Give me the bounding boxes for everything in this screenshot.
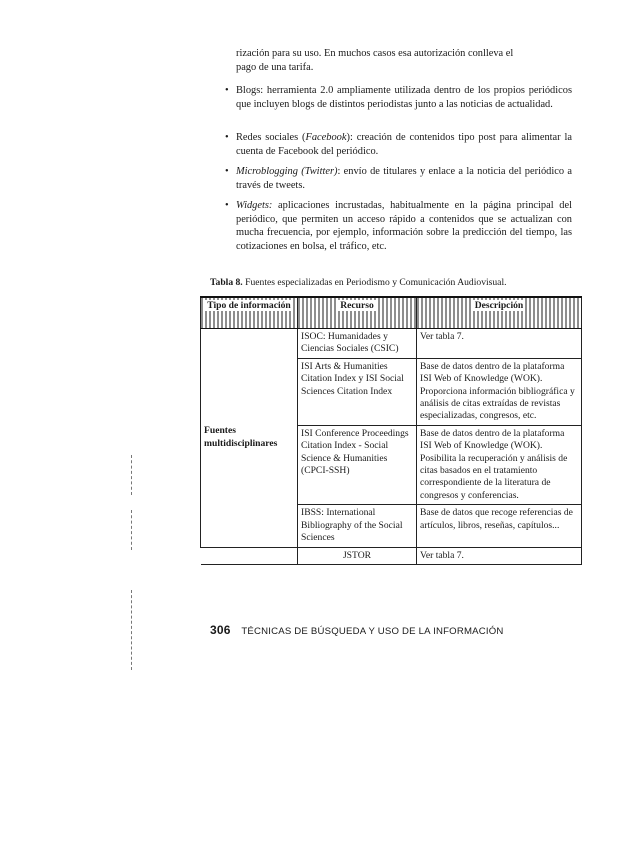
header-recurso: Recurso: [298, 297, 417, 329]
bullet-item-redes-sociales: [225, 131, 572, 158]
table-caption: [210, 277, 580, 288]
page-number: 306: [210, 623, 231, 637]
bullet-text: aplicaciones incrustadas, habitualmente en la página principal del periódico, que permiten un acceso rápido a contenidos que se actualizan con mucha frecuencia, por ejemplo, información sobre la predicción del tiempo, las cotizaciones en bolsa, el tráfico, etc.: [236, 200, 572, 252]
scan-margin-mark: [131, 590, 134, 670]
header-tipo-informacion: Tipo de información: [201, 297, 298, 329]
description-cell: Ver tabla 7.: [417, 329, 582, 359]
bullet-italic: Facebook: [305, 132, 347, 143]
bullet-italic: (Twitter): [301, 166, 338, 177]
table-caption-label: Tabla 8.: [210, 277, 243, 288]
bullet-text: herramienta 2.0 ampliamente utilizada dentro de los propios periódicos que incluyen blogs de distintos periodistas junto a las noticias de actualidad.: [236, 85, 572, 110]
intro-line-2: pago de una tarifa.: [236, 61, 314, 73]
table-header-row: [201, 297, 582, 329]
description-cell: Ver tabla 7.: [417, 547, 582, 564]
description-cell: Base de datos dentro de la plataforma ISI Web of Knowledge (WOK). Posibilita la recuperación y análisis de citas basados en el tratamiento correspondiente de la literatura de congresos y conferencias.: [417, 425, 582, 504]
bullet-icon: •: [225, 132, 229, 143]
table-row: [201, 547, 582, 564]
bullet-item-blogs: [225, 84, 572, 111]
intro-line-1: rización para su uso. En muchos casos esa autorización conlleva el: [236, 48, 514, 59]
empty-category-cell: [201, 547, 298, 564]
table-caption-text: Fuentes especializadas en Periodismo y Comunicación Audiovisual.: [245, 277, 507, 288]
running-title: TÉCNICAS DE BÚSQUEDA Y USO DE LA INFORMACIÓN: [241, 626, 504, 637]
bullet-label: Widgets:: [236, 200, 273, 211]
bullet-item-widgets: [225, 199, 572, 253]
bullet-icon: •: [225, 200, 229, 211]
bullet-label: Redes sociales (: [236, 132, 306, 143]
bullet-text: : envío de titulares y enlace a la noticia del periódico a través de tweets.: [236, 166, 572, 191]
bullet-label: Blogs:: [236, 85, 264, 96]
header-descripcion: Descripción: [417, 297, 582, 329]
bullet-item-microblogging: [225, 165, 572, 192]
resource-cell: ISI Conference Proceedings Citation Index - Social Science & Humanities (CPCI-SSH): [298, 425, 417, 504]
scan-margin-mark: [131, 455, 134, 495]
sources-table: [200, 296, 582, 565]
category-cell: Fuentes multidisciplinares: [201, 329, 298, 548]
bullet-icon: •: [225, 166, 229, 177]
bullet-text: ): creación de contenidos tipo post para alimentar la cuenta de Facebook del periódico.: [236, 132, 572, 157]
bullet-label: Microblogging: [236, 166, 298, 177]
resource-cell: ISOC: Humanidades y Ciencias Sociales (CSIC): [298, 329, 417, 359]
resource-cell: IBSS: International Bibliography of the Social Sciences: [298, 505, 417, 547]
bullet-icon: •: [225, 85, 229, 96]
table-row: [201, 329, 582, 359]
description-cell: Base de datos que recoge referencias de artículos, libros, reseñas, capítulos...: [417, 505, 582, 547]
page-footer: [210, 623, 590, 637]
resource-cell: JSTOR: [298, 547, 417, 564]
resource-cell: ISI Arts & Humanities Citation Index y ISI Social Sciences Citation Index: [298, 358, 417, 425]
description-cell: Base de datos dentro de la plataforma ISI Web of Knowledge (WOK). Proporciona información bibliográfica y análisis de citas extraídas de revistas especializadas, congresos, etc.: [417, 358, 582, 425]
intro-paragraph: [236, 47, 572, 74]
scan-margin-mark: [131, 510, 134, 550]
